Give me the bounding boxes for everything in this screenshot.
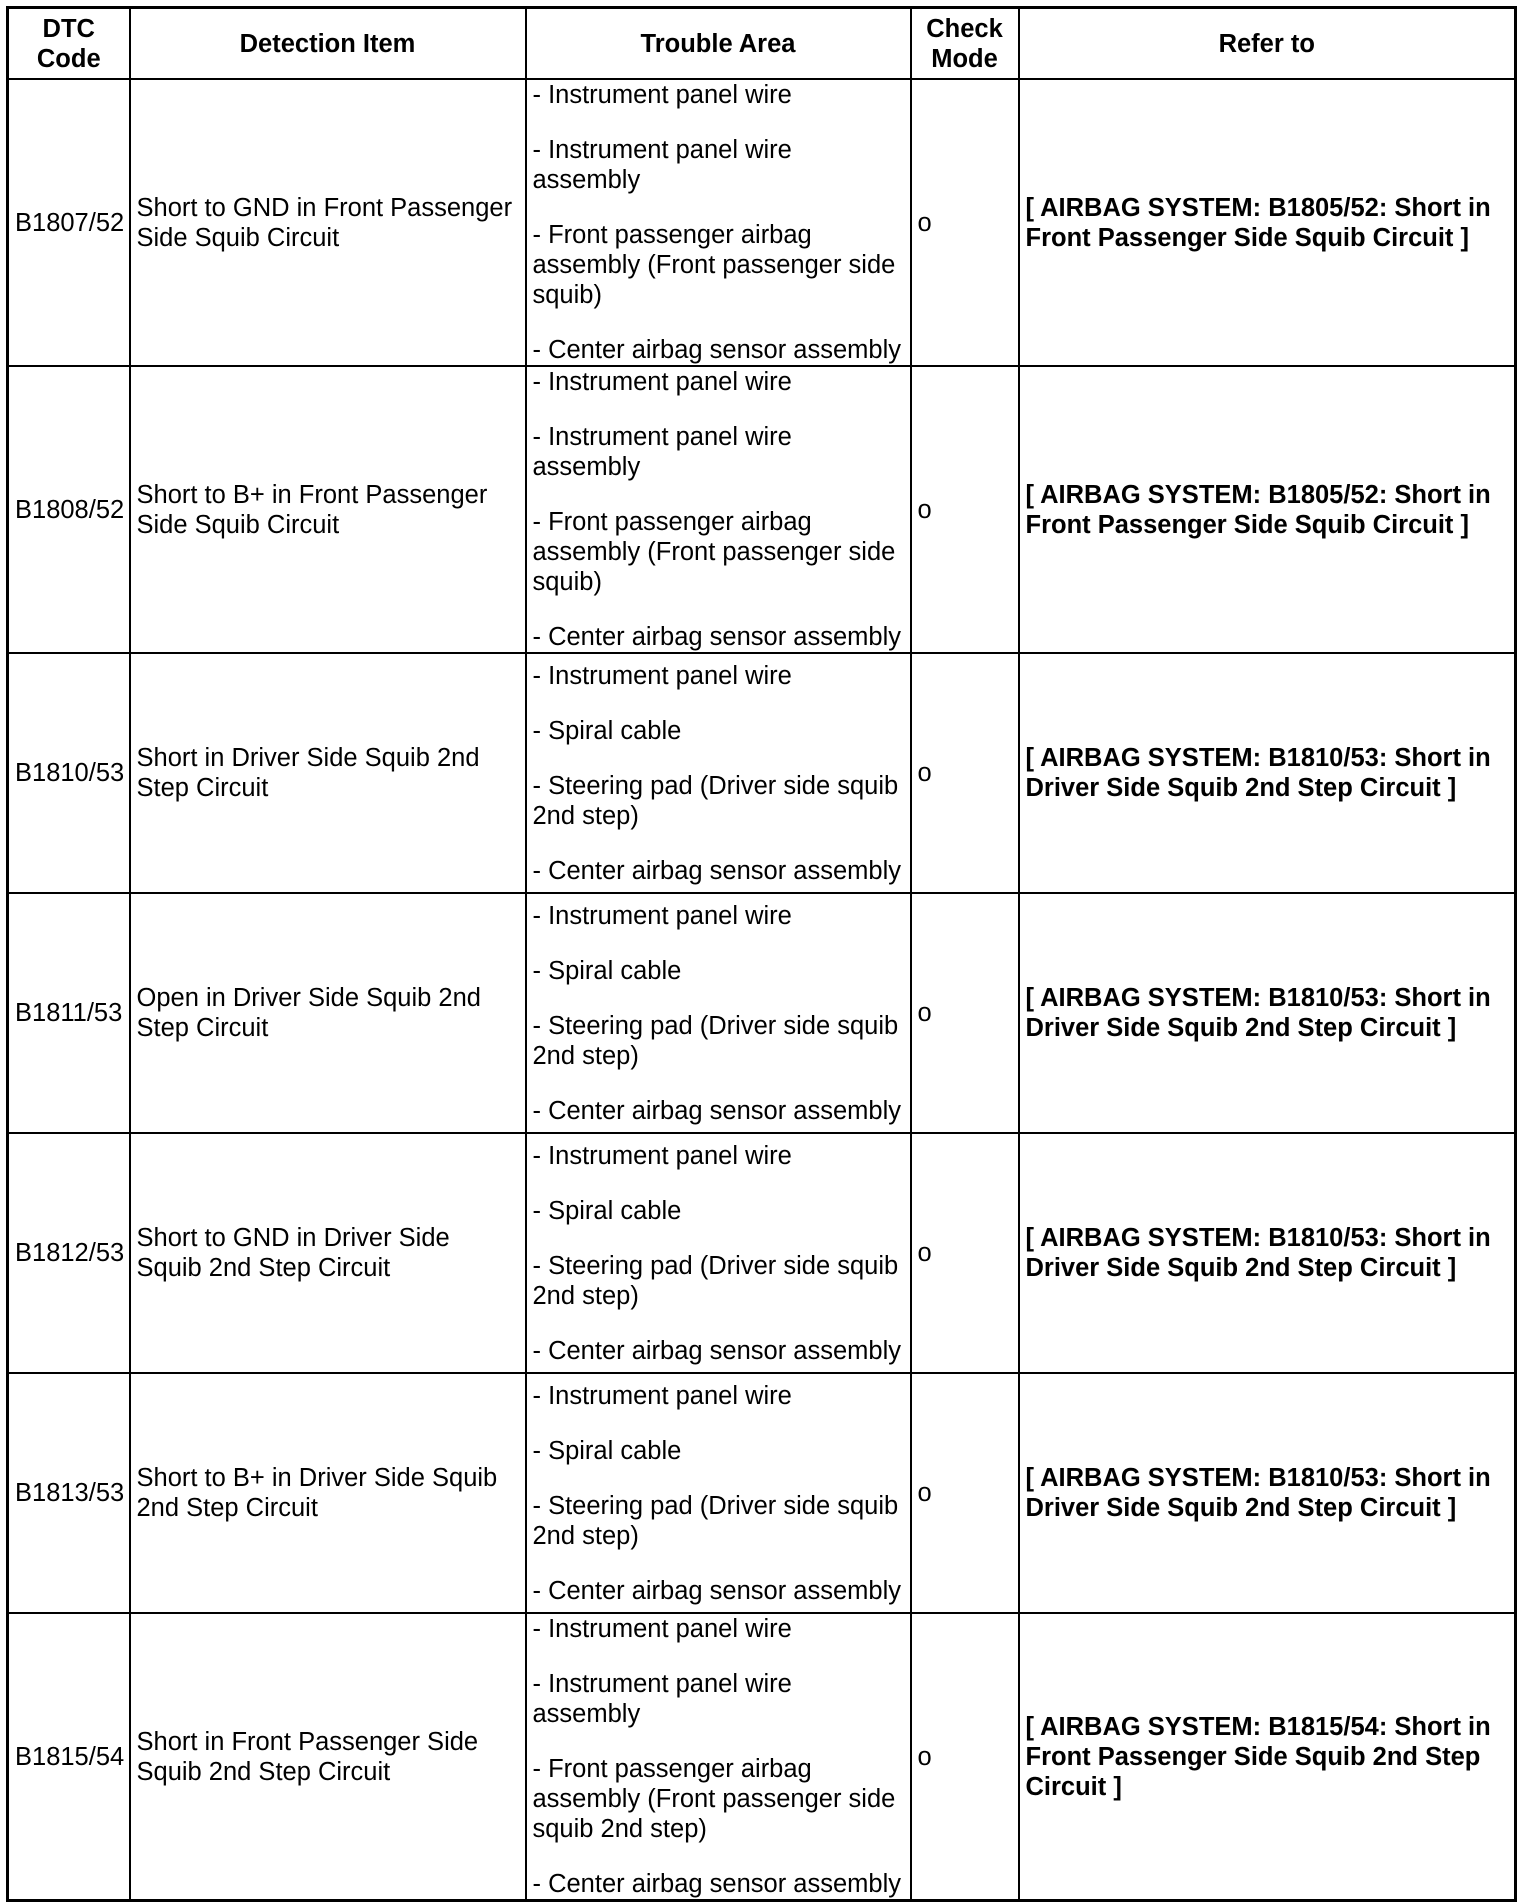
detection-item-cell: Open in Driver Side Squib 2nd Step Circuit <box>130 893 526 1133</box>
trouble-area-item: - Instrument panel wire <box>532 661 792 690</box>
check-mode-cell: o <box>911 653 1019 893</box>
header-refer-to: Refer to <box>1019 8 1516 80</box>
trouble-area-item: - Instrument panel wire <box>532 1381 792 1410</box>
check-mode-cell: o <box>911 893 1019 1133</box>
trouble-area-item: - Steering pad (Driver side squib 2nd step) <box>532 1491 899 1550</box>
header-dtc-code <box>8 8 130 80</box>
trouble-area-item: - Center airbag sensor assembly <box>532 1096 901 1125</box>
table-row <box>8 653 1516 893</box>
trouble-area-item: - Steering pad (Driver side squib 2nd step) <box>532 1251 899 1310</box>
dtc-code-cell: B1810/53 <box>8 653 130 893</box>
table-row <box>8 1373 1516 1613</box>
check-mode-cell: o <box>911 1613 1019 1901</box>
trouble-area-item: - Spiral cable <box>532 956 682 985</box>
dtc-code-cell: B1815/54 <box>8 1613 130 1901</box>
trouble-area-cell <box>526 893 911 1133</box>
table-row <box>8 1613 1516 1901</box>
trouble-area-cell <box>526 1613 911 1901</box>
trouble-area-item: - Steering pad (Driver side squib 2nd step) <box>532 771 899 830</box>
dtc-table <box>6 6 1517 1902</box>
detection-item-cell: Short to GND in Driver Side Squib 2nd Step Circuit <box>130 1133 526 1373</box>
table-row <box>8 79 1516 366</box>
trouble-area-item: - Center airbag sensor assembly <box>532 856 901 885</box>
trouble-area-item: - Instrument panel wire <box>532 901 792 930</box>
trouble-area-item: - Center airbag sensor assembly <box>532 623 901 651</box>
header-dtc-code-line2: Code <box>36 44 101 73</box>
header-check-mode-line2: Mode <box>931 44 998 73</box>
check-mode-cell: o <box>911 1133 1019 1373</box>
header-detection-item: Detection Item <box>130 8 526 80</box>
refer-to-link[interactable]: [ AIRBAG SYSTEM: B1805/52: Short in Front Passenger Side Squib Circuit ] <box>1019 79 1516 366</box>
detection-item-cell: Short to B+ in Driver Side Squib 2nd Step Circuit <box>130 1373 526 1613</box>
check-mode-cell: o <box>911 79 1019 366</box>
detection-item-cell: Short to B+ in Front Passenger Side Squib Circuit <box>130 366 526 653</box>
dtc-code-cell: B1813/53 <box>8 1373 130 1613</box>
trouble-area-item: - Instrument panel wire assembly <box>532 136 792 194</box>
trouble-area-cell <box>526 1133 911 1373</box>
trouble-area-item: - Front passenger airbag assembly (Front passenger side squib 2nd step) <box>532 1755 896 1843</box>
trouble-area-item: - Instrument panel wire assembly <box>532 1670 792 1728</box>
table-row <box>8 366 1516 653</box>
trouble-area-cell <box>526 366 911 653</box>
header-check-mode-line1: Check <box>926 14 1003 43</box>
trouble-area-item: - Spiral cable <box>532 1436 682 1465</box>
trouble-area-cell <box>526 1373 911 1613</box>
trouble-area-item: - Center airbag sensor assembly <box>532 1336 901 1365</box>
refer-to-link[interactable]: [ AIRBAG SYSTEM: B1810/53: Short in Driver Side Squib 2nd Step Circuit ] <box>1019 1373 1516 1613</box>
trouble-area-cell <box>526 79 911 366</box>
dtc-code-cell: B1807/52 <box>8 79 130 366</box>
refer-to-link[interactable]: [ AIRBAG SYSTEM: B1810/53: Short in Driver Side Squib 2nd Step Circuit ] <box>1019 893 1516 1133</box>
trouble-area-item: - Center airbag sensor assembly <box>532 336 901 364</box>
table-row <box>8 1133 1516 1373</box>
detection-item-cell: Short in Driver Side Squib 2nd Step Circuit <box>130 653 526 893</box>
trouble-area-item: - Steering pad (Driver side squib 2nd step) <box>532 1011 899 1070</box>
detection-item-cell: Short in Front Passenger Side Squib 2nd Step Circuit <box>130 1613 526 1901</box>
refer-to-link[interactable]: [ AIRBAG SYSTEM: B1810/53: Short in Driver Side Squib 2nd Step Circuit ] <box>1019 653 1516 893</box>
header-dtc-code-line1: DTC <box>42 14 95 43</box>
check-mode-cell: o <box>911 1373 1019 1613</box>
trouble-area-item: - Spiral cable <box>532 716 682 745</box>
dtc-code-cell: B1811/53 <box>8 893 130 1133</box>
trouble-area-cell <box>526 653 911 893</box>
trouble-area-item: - Instrument panel wire <box>532 368 792 396</box>
table-row <box>8 893 1516 1133</box>
refer-to-link[interactable]: [ AIRBAG SYSTEM: B1815/54: Short in Front Passenger Side Squib 2nd Step Circuit ] <box>1019 1613 1516 1901</box>
refer-to-link[interactable]: [ AIRBAG SYSTEM: B1810/53: Short in Driver Side Squib 2nd Step Circuit ] <box>1019 1133 1516 1373</box>
trouble-area-item: - Front passenger airbag assembly (Front passenger side squib) <box>532 221 896 309</box>
trouble-area-item: - Instrument panel wire <box>532 1141 792 1170</box>
trouble-area-item: - Instrument panel wire <box>532 1615 792 1643</box>
header-row <box>8 8 1516 80</box>
trouble-area-item: - Center airbag sensor assembly <box>532 1576 901 1605</box>
dtc-code-cell: B1808/52 <box>8 366 130 653</box>
trouble-area-item: - Center airbag sensor assembly <box>532 1870 901 1898</box>
header-trouble-area: Trouble Area <box>526 8 911 80</box>
detection-item-cell: Short to GND in Front Passenger Side Squib Circuit <box>130 79 526 366</box>
dtc-code-cell: B1812/53 <box>8 1133 130 1373</box>
trouble-area-item: - Spiral cable <box>532 1196 682 1225</box>
trouble-area-item: - Instrument panel wire assembly <box>532 423 792 481</box>
trouble-area-item: - Instrument panel wire <box>532 81 792 109</box>
refer-to-link[interactable]: [ AIRBAG SYSTEM: B1805/52: Short in Front Passenger Side Squib Circuit ] <box>1019 366 1516 653</box>
trouble-area-item: - Front passenger airbag assembly (Front passenger side squib) <box>532 508 896 596</box>
header-check-mode <box>911 8 1019 80</box>
check-mode-cell: o <box>911 366 1019 653</box>
